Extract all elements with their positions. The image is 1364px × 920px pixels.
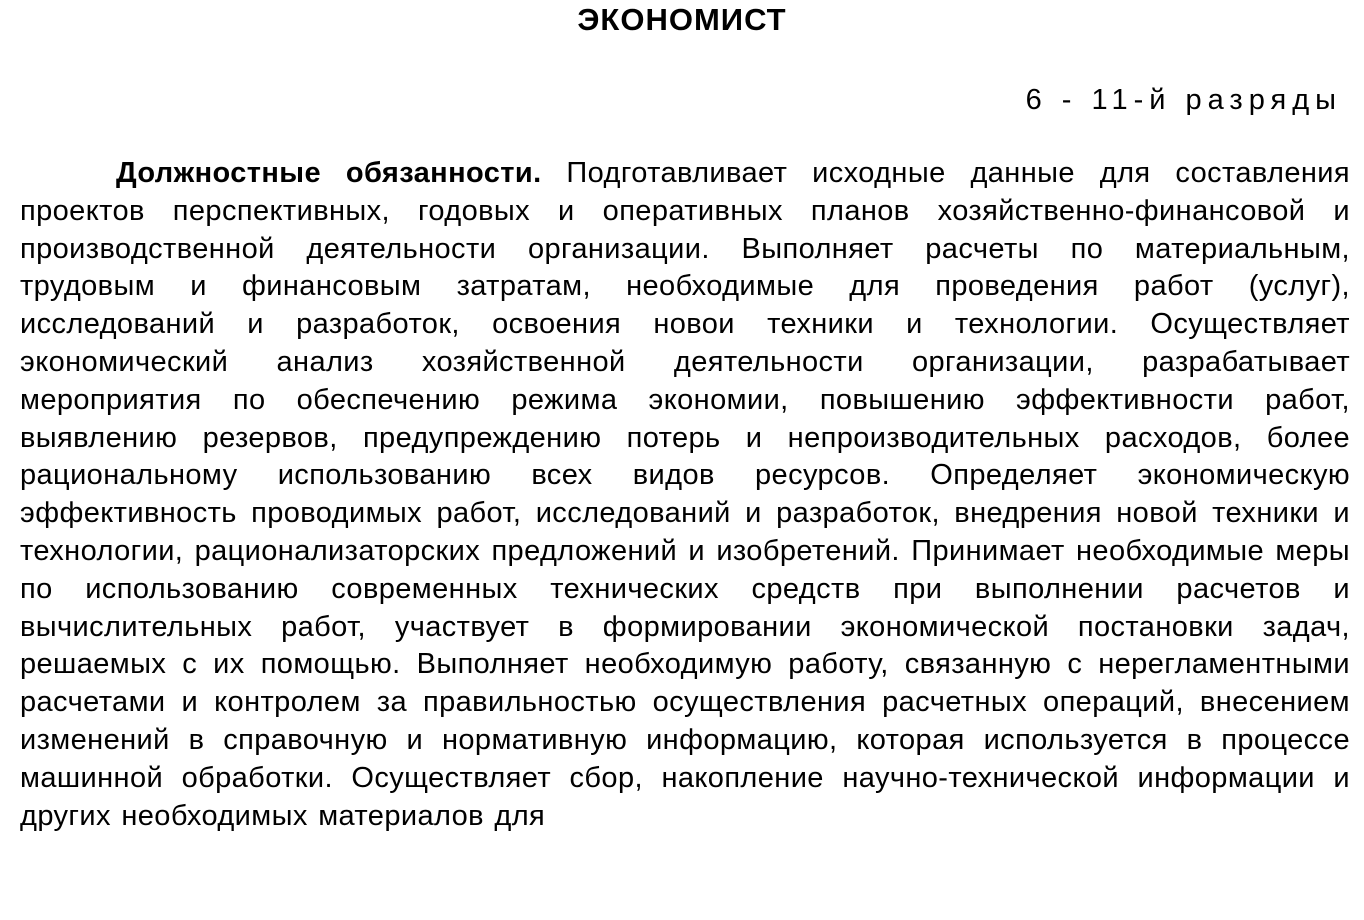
- document-title: ЭКОНОМИСТ: [577, 2, 787, 37]
- section-lead: Должностные обязанности.: [116, 157, 542, 189]
- duties-paragraph: [20, 155, 1350, 835]
- paragraph-text: Подготавливает исходные данные для составления проектов перспективных, годовых и оперативных планов хозяйственно-финансовой и производственной деятельности организации. Выполняет расчеты по материальным, трудовым и финансовым затратам, необходимые для проведения работ (услуг), исследований и разработок, освоения новои техники и технологии. Осуществляет экономический анализ хозяйственной деятельности организации, разрабатывает мероприятия по обеспечению режима экономии, повышению эффективности работ, выявлению резервов, предупреждению потерь и непроизводительных расходов, более рациональному использованию всех видов ресурсов. Определяет экономическую эффективность проводимых работ, исследований и разработок, внедрения новой техники и технологии, рационализаторских предложений и изобретений. Принимает необходимые меры по использованию современных технических средств при выполнении расчетов и вычислительных работ, участвует в формировании экономической постановки задач, решаемых с их помощью. Выполняет необходимую работу, связанную с нерегламентными расчетами и контролем за правильностью осуществления расчетных операций, внесением изменений в справочную и нормативную информацию, которая используется в процессе машинной обработки. Осуществляет сбор, накопление научно-технической информации и других необходимых материалов для: [20, 157, 1350, 832]
- grade-range: 6 - 11-й разряды: [1025, 84, 1342, 116]
